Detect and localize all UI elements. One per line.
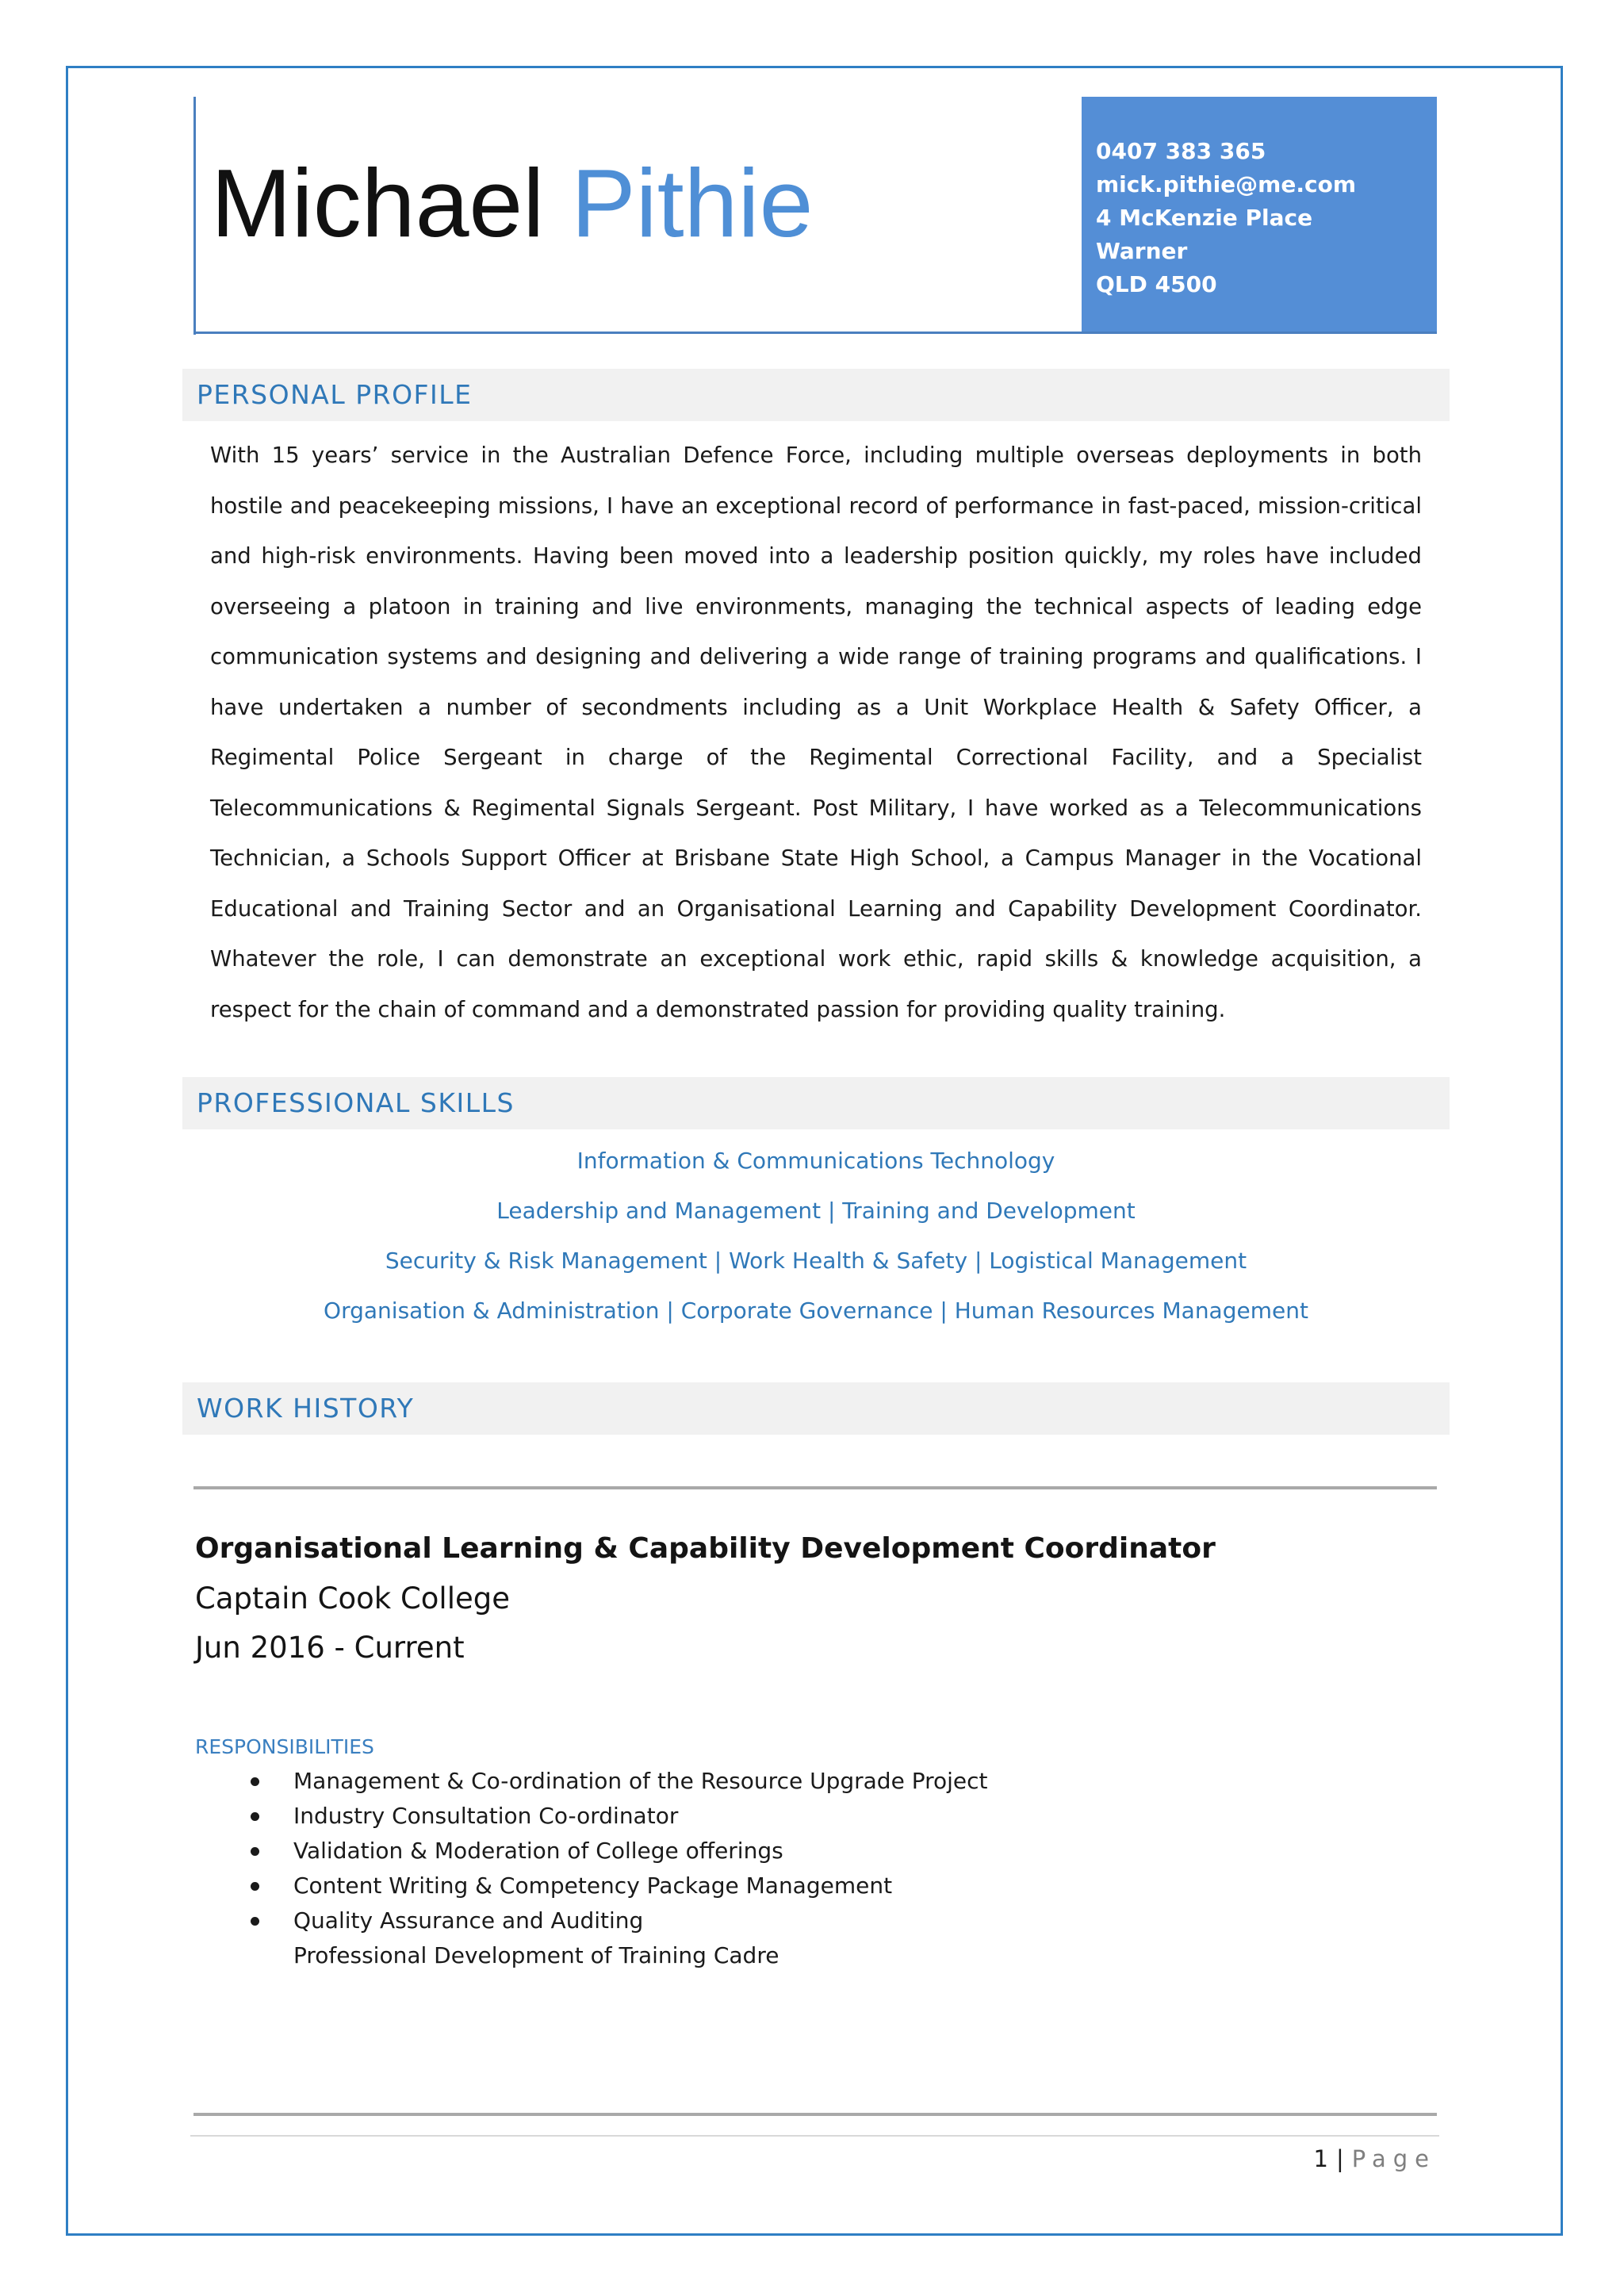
bullet-icon <box>251 1917 259 1926</box>
job-company: Captain Cook College <box>195 1581 511 1616</box>
divider-rule <box>193 1486 1437 1489</box>
applicant-name <box>211 149 814 257</box>
page-label: Page <box>1351 2145 1436 2172</box>
skills-list <box>182 1136 1450 1336</box>
bullet-icon <box>251 1882 259 1891</box>
responsibility-text: Management & Co-ordination of the Resource Upgrade Project <box>293 1768 988 1794</box>
skill-line: Security & Risk Management | Work Health & Safety | Logistical Management <box>385 1248 1247 1274</box>
list-item <box>238 1799 988 1834</box>
contact-street: 4 McKenzie Place <box>1096 205 1313 231</box>
contact-phone: 0407 383 365 <box>1096 138 1266 164</box>
bullet-icon <box>251 1847 259 1856</box>
list-item <box>238 1938 988 1973</box>
skill-line: Leadership and Management | Training and Development <box>496 1198 1136 1224</box>
responsibilities-list <box>238 1764 988 1973</box>
divider-rule <box>193 2113 1437 2116</box>
header-bottom-rule <box>193 332 1437 334</box>
personal-profile-text: With 15 years’ service in the Australian Defence Force, including multiple overseas deployments in both hostile and peacekeeping missions, I have an exceptional record of performance in fast-paced, mission-critical and high-risk environments. Having been moved into a leadership position quickly, my roles have included overseeing a platoon in training and live environments, managing the technical aspects of leading edge communication systems and designing and delivering a wide range of training programs and qualifications. I have undertaken a number of secondments including as a Unit Workplace Health & Safety Officer, a Regimental Police Sergeant in charge of the Regimental Correctional Facility, and a Specialist Telecommunications & Regimental Signals Sergeant. Post Military, I have worked as a Telecommunications Technician, a Schools Support Officer at Brisbane State High School, a Campus Manager in the Vocational Educational and Training Sector and an Organisational Learning and Capability Development Coordinator. Whatever the role, I can demonstrate an exceptional work ethic, rapid skills & knowledge acquisition, a respect for the chain of command and a demonstrated passion for providing quality training. <box>210 443 1422 1022</box>
bullet-icon <box>251 1812 259 1821</box>
skill-line: Information & Communications Technology <box>576 1148 1055 1174</box>
job-dates: Jun 2016 - Current <box>195 1631 465 1665</box>
responsibility-text: Industry Consultation Co-ordinator <box>293 1803 679 1829</box>
list-item <box>238 1869 988 1903</box>
contact-box <box>1082 97 1437 332</box>
last-name: Pithie <box>571 149 814 257</box>
responsibilities-label: RESPONSIBILITIES <box>195 1735 374 1758</box>
responsibility-text: Quality Assurance and Auditing <box>293 1907 644 1934</box>
contact-suburb: Warner <box>1096 238 1188 264</box>
page-number-value: 1 <box>1313 2145 1328 2172</box>
job-title: Organisational Learning & Capability Development Coordinator <box>195 1532 1216 1565</box>
list-item <box>238 1764 988 1799</box>
list-item <box>238 1903 988 1938</box>
section-header-professional-skills: PROFESSIONAL SKILLS <box>182 1077 1450 1129</box>
bullet-icon <box>251 1777 259 1786</box>
section-header-work-history: WORK HISTORY <box>182 1382 1450 1435</box>
skill-line: Organisation & Administration | Corporate Governance | Human Resources Management <box>324 1297 1308 1324</box>
section-header-personal-profile: PERSONAL PROFILE <box>182 369 1450 421</box>
contact-email: mick.pithie@me.com <box>1096 171 1356 197</box>
responsibility-text: Content Writing & Competency Package Management <box>293 1872 893 1899</box>
contact-state-postcode: QLD 4500 <box>1096 271 1217 297</box>
list-item <box>238 1834 988 1869</box>
page-number <box>1314 2141 1436 2176</box>
footer-rule <box>190 2135 1439 2137</box>
first-name: Michael <box>211 149 545 257</box>
responsibility-text: Validation & Moderation of College offerings <box>293 1838 783 1864</box>
header-left-rule <box>193 97 196 335</box>
responsibility-text: Professional Development of Training Cadre <box>293 1942 779 1968</box>
page-separator: | <box>1336 2145 1344 2172</box>
